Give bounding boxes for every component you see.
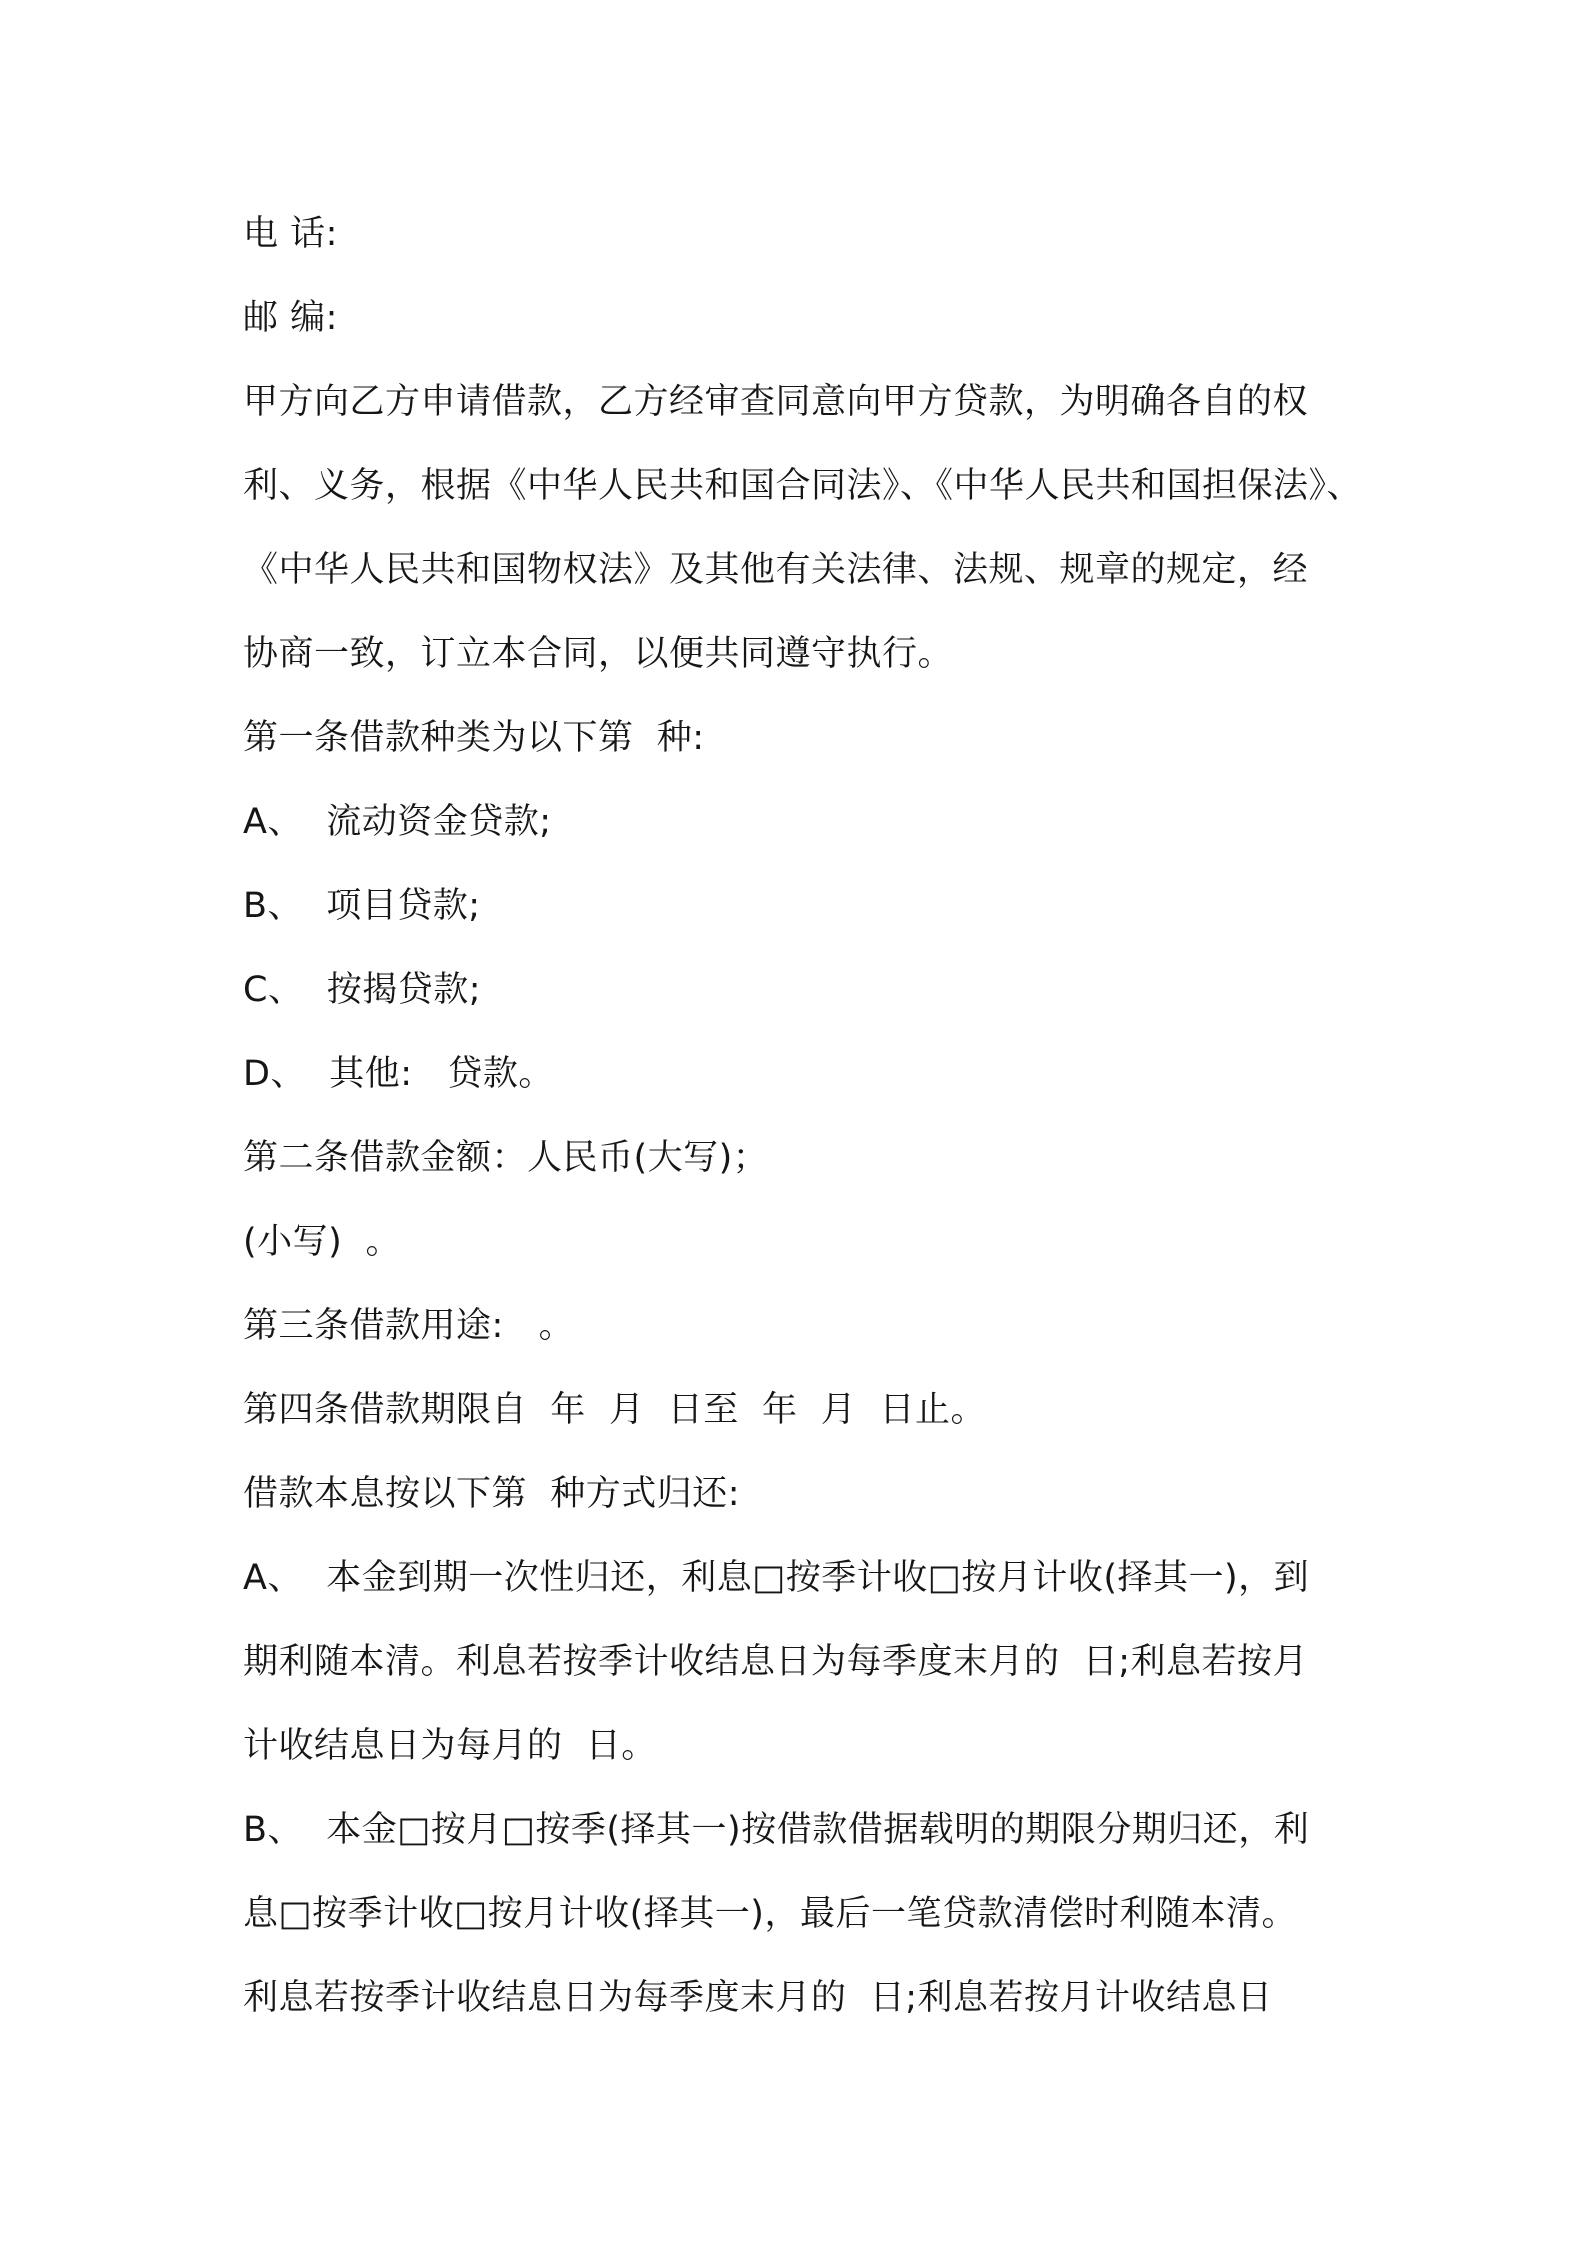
- repayment-option-b-line-2: 息□按季计收□按月计收(择其一)，最后一笔贷款清偿时利随本清。: [243, 1894, 1297, 1934]
- phone-line: 电 话:: [243, 214, 338, 254]
- preamble-line-2: 利、义务，根据《中华人民共和国合同法》、《中华人民共和国担保法》、: [243, 466, 1363, 506]
- repayment-option-a-line-3: 计收结息日为每月的 日。: [243, 1726, 657, 1766]
- loan-type-option-c: C、 按揭贷款;: [243, 970, 481, 1010]
- repayment-option-a-line-1: A、 本金到期一次性归还，利息□按季计收□按月计收(择其一)，到: [243, 1558, 1310, 1598]
- article-1-heading: 第一条借款种类为以下第 种:: [243, 718, 705, 758]
- article-4-term: 第四条借款期限自 年 月 日至 年 月 日止。: [243, 1390, 987, 1430]
- amount-lowercase: (小写) 。: [243, 1222, 402, 1262]
- repayment-option-a-line-2: 期利随本清。利息若按季计收结息日为每季度末月的 日;利息若按月: [243, 1642, 1309, 1682]
- postcode-line: 邮 编:: [243, 298, 338, 338]
- article-3-purpose: 第三条借款用途: 。: [243, 1306, 575, 1346]
- contract-text: [243, 192, 1363, 2040]
- loan-type-option-b: B、 项目贷款;: [243, 886, 481, 926]
- repayment-option-b-line-1: B、 本金□按月□按季(择其一)按借款借据载明的期限分期归还，利: [243, 1810, 1310, 1850]
- repayment-option-b-line-3: 利息若按季计收结息日为每季度末月的 日;利息若按月计收结息日: [243, 1978, 1273, 2018]
- loan-type-option-d: D、 其他: 贷款。: [243, 1054, 554, 1094]
- article-2-amount: 第二条借款金额：人民币(大写)；: [243, 1138, 769, 1178]
- preamble-line-3: 《中华人民共和国物权法》及其他有关法律、法规、规章的规定，经: [243, 550, 1309, 590]
- repayment-method-heading: 借款本息按以下第 种方式归还:: [243, 1474, 741, 1514]
- preamble-line-4: 协商一致，订立本合同，以便共同遵守执行。: [243, 634, 954, 674]
- preamble-line-1: 甲方向乙方申请借款，乙方经审查同意向甲方贷款，为明确各自的权: [243, 382, 1309, 422]
- loan-type-option-a: A、 流动资金贷款;: [243, 802, 552, 842]
